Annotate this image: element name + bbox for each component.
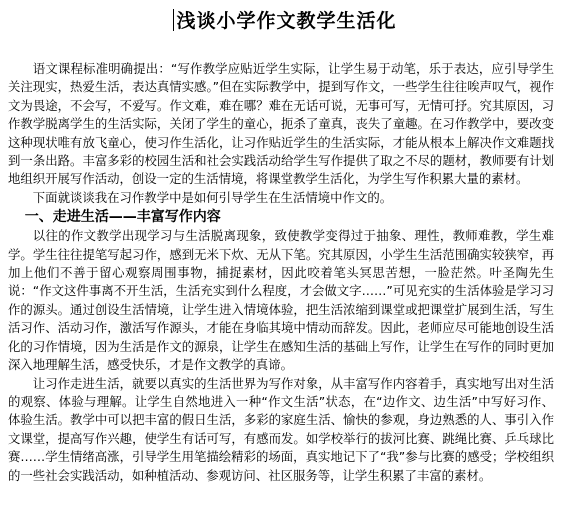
paragraph-4[interactable]: 让习作走进生活，就要以真实的生活世界为写作对象，从丰富写作内容着手，真实地写出对生活的观察、体验与理解。让学生自然地进入一种“作文生活”状态，在“边作文、边生活”中写好习作、体验生活。教学中可以把丰富的假日生活，多彩的家庭生活、愉快的参观，身边熟悉的人、事引入作文课堂，提高写作兴趣，使学生有话可写，有感而发。如学校举行的拔河比赛、跳绳比赛、乒乓球比赛……学生情绪高涨，引导学生用笔描绘精彩的场面，真实地记下了“我”参与比赛的感受；学校组织的一些社会实践活动，如种植活动、参观访问、社区服务等，让学生积累了丰富的素材。 bbox=[8, 375, 554, 483]
section-heading-1[interactable]: 一、走进生活——丰富写作内容 bbox=[24, 209, 221, 226]
paragraph-2[interactable]: 下面就谈谈我在习作教学中是如何引导学生在生活情境中作文的。 bbox=[32, 189, 393, 205]
document-body[interactable] bbox=[8, 60, 554, 485]
paragraph-3[interactable]: 以往的作文教学出现学习与生活脱离现象，致使教学变得过于抽象、理性，教师难教，学生难学。学生往往提笔写起习作，感到无米下炊、无从下笔。究其原因，小学生生活范围确实较狭窄，再加上他们不善于留心观察周围事物，捕捉素材，因此咬着笔头冥思苦想，一脸茫然。叶圣陶先生说：“作文这件事离不开生活，生活充实到什么程度，才会做文字……”可见充实的生活体验是学习习作的源头。通过创设生活情境，让学生进入情境体验，把生活浓缩到课堂或把课堂扩展到生活，写生活习作、活动习作，激活写作源头，才能在身临其境中情动而辞发。因此，老师应尽可能地创设生活化的习作情境，因为生活是作文的源泉，让学生在感知生活的基础上写作，让学生在写作的同时更加深入地理解生活，感受快乐，才是作文教学的真谛。 bbox=[8, 228, 554, 373]
document-title[interactable]: 浅谈小学作文教学生活化 bbox=[176, 10, 397, 32]
paragraph-1[interactable]: 语文课程标准明确提出：“写作教学应贴近学生实际，让学生易于动笔，乐于表达，应引导学生关注现实，热爱生活，表达真情实感。”但在实际教学中，提到写作文，一些学生往往唉声叹气，视作文为畏途，不会写，不爱写。作文难，难在哪？难在无话可说，无事可写，无情可抒。究其原因，习作教学脱离学生的生活实际，关闭了学生的童心，扼杀了童真，丧失了童趣。在习作教学中，要改变这种现状唯有放飞童心，使习作生活化，让习作贴近学生的生活实际，才能从根本上解决作文难题找到一条出路。丰富多彩的校园生活和社会实践活动给学生写作提供了取之不尽的题材，教师要有计划地组织开展写作活动，创设一定的生活情境，将课堂教学生活化，为学生写作积累大量的素材。 bbox=[8, 61, 554, 187]
title-line bbox=[0, 6, 570, 32]
text-cursor bbox=[173, 9, 174, 31]
